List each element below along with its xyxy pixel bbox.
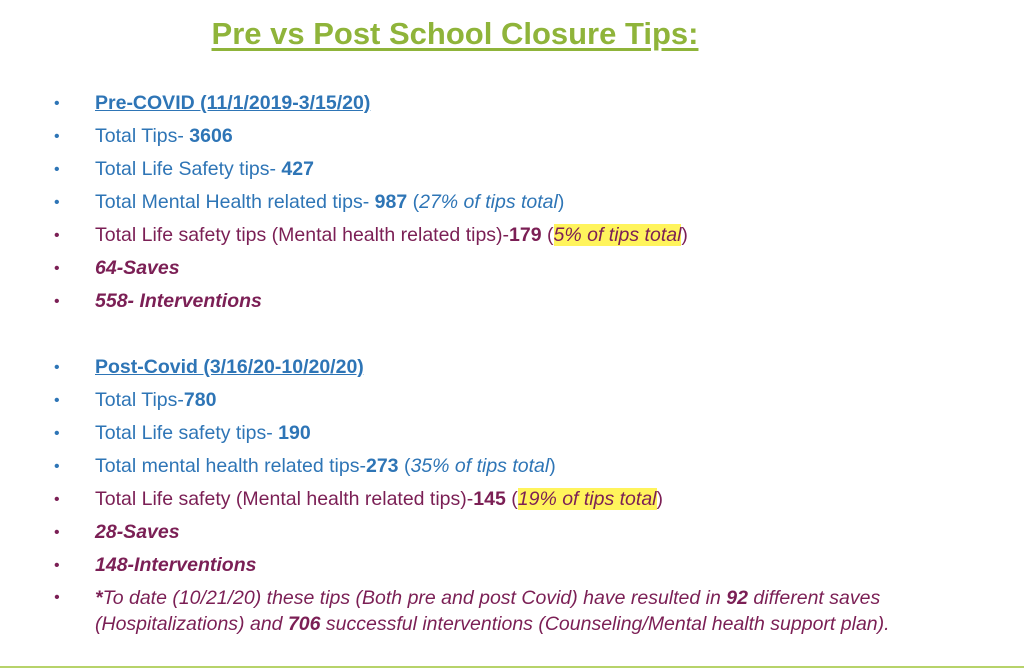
bullet-icon: • [54, 128, 60, 145]
pre-ls-mh-label: Total Life safety tips (Mental health related tips)- [95, 224, 510, 246]
bullet-icon: • [54, 557, 60, 574]
post-mental-health-paren-open: ( [398, 455, 411, 477]
post-interventions-item [0, 549, 1024, 582]
post-mental-health-paren-close: ) [549, 455, 556, 477]
summary-item [0, 582, 1024, 637]
pre-mental-health-label: Total Mental Health related tips- [95, 191, 375, 213]
post-ls-mh-paren-close: ) [656, 488, 663, 510]
post-life-safety-value: 190 [278, 422, 311, 444]
summary-asterisk: * [95, 587, 103, 609]
summary-interventions-value: 706 [287, 613, 321, 635]
post-covid-heading-item [0, 351, 1024, 384]
post-saves: 28-Saves [95, 521, 180, 543]
pre-total-tips-value: 3606 [189, 125, 233, 147]
tips-list [0, 87, 1024, 637]
pre-ls-mh-pct: 5% of tips total [553, 224, 682, 246]
pre-saves: 64-Saves [95, 257, 180, 279]
post-mental-health-item [0, 450, 1024, 483]
bullet-icon: • [54, 260, 60, 277]
post-total-tips-item [0, 384, 1024, 417]
summary-text-3: successful interventions (Counseling/Mental health support plan). [320, 613, 890, 635]
pre-mental-health-value: 987 [374, 191, 408, 213]
bullet-icon: • [54, 425, 60, 442]
bullet-icon: • [54, 491, 60, 508]
pre-ls-mh-paren-open: ( [541, 224, 554, 246]
post-ls-mh-paren-open: ( [505, 488, 518, 510]
post-life-safety-item [0, 417, 1024, 450]
bullet-icon: • [54, 359, 60, 376]
pre-mental-health-paren-open: ( [407, 191, 420, 213]
bullet-icon: • [54, 194, 60, 211]
pre-ls-mh-item [0, 219, 1024, 252]
summary-text-2: different saves (Hospitalizations) and [95, 587, 881, 635]
bullet-icon: • [54, 524, 60, 541]
pre-covid-heading: Pre-COVID (11/1/2019-3/15/20) [95, 92, 371, 114]
post-mental-health-value: 273 [365, 455, 399, 477]
post-ls-mh-pct: 19% of tips total [517, 488, 657, 510]
post-mental-health-pct: 35% of tips total [410, 455, 550, 477]
post-covid-heading: Post-Covid (3/16/20-10/20/20) [95, 356, 364, 378]
section-spacer [0, 318, 1024, 351]
post-life-safety-label: Total Life safety tips- [95, 422, 279, 444]
post-ls-mh-label: Total Life safety (Mental health related tips)- [95, 488, 474, 510]
pre-covid-heading-item [0, 87, 1024, 120]
pre-interventions: 558- Interventions [95, 290, 262, 312]
pre-total-tips-label: Total Tips- [95, 125, 190, 147]
pre-ls-mh-paren-close: ) [681, 224, 688, 246]
summary-text-1: To date (10/21/20) these tips (Both pre and post Covid) have resulted in [102, 587, 727, 609]
pre-life-safety-label: Total Life Safety tips- [95, 158, 282, 180]
pre-ls-mh-value: 179 [509, 224, 542, 246]
pre-saves-item [0, 252, 1024, 285]
post-mental-health-label: Total mental health related tips- [95, 455, 366, 477]
post-saves-item [0, 516, 1024, 549]
bullet-icon: • [54, 95, 60, 112]
pre-total-tips-item [0, 120, 1024, 153]
bullet-icon: • [54, 392, 60, 409]
pre-life-safety-value: 427 [281, 158, 314, 180]
pre-mental-health-pct: 27% of tips total [419, 191, 558, 213]
page-title: Pre vs Post School Closure Tips: [211, 16, 699, 51]
bullet-icon: • [54, 589, 60, 606]
post-total-tips-value: 780 [183, 389, 217, 411]
summary-saves-value: 92 [726, 587, 748, 609]
post-total-tips-label: Total Tips- [95, 389, 184, 411]
bullet-icon: • [54, 293, 60, 310]
pre-life-safety-item [0, 153, 1024, 186]
bullet-icon: • [54, 161, 60, 178]
pre-mental-health-paren-close: ) [557, 191, 565, 213]
bullet-icon: • [54, 458, 60, 475]
pre-interventions-item [0, 285, 1024, 318]
pre-mental-health-item [0, 186, 1024, 219]
post-ls-mh-item [0, 483, 1024, 516]
bullet-icon: • [54, 227, 60, 244]
post-ls-mh-value: 145 [473, 488, 506, 510]
post-interventions: 148-Interventions [95, 554, 257, 576]
